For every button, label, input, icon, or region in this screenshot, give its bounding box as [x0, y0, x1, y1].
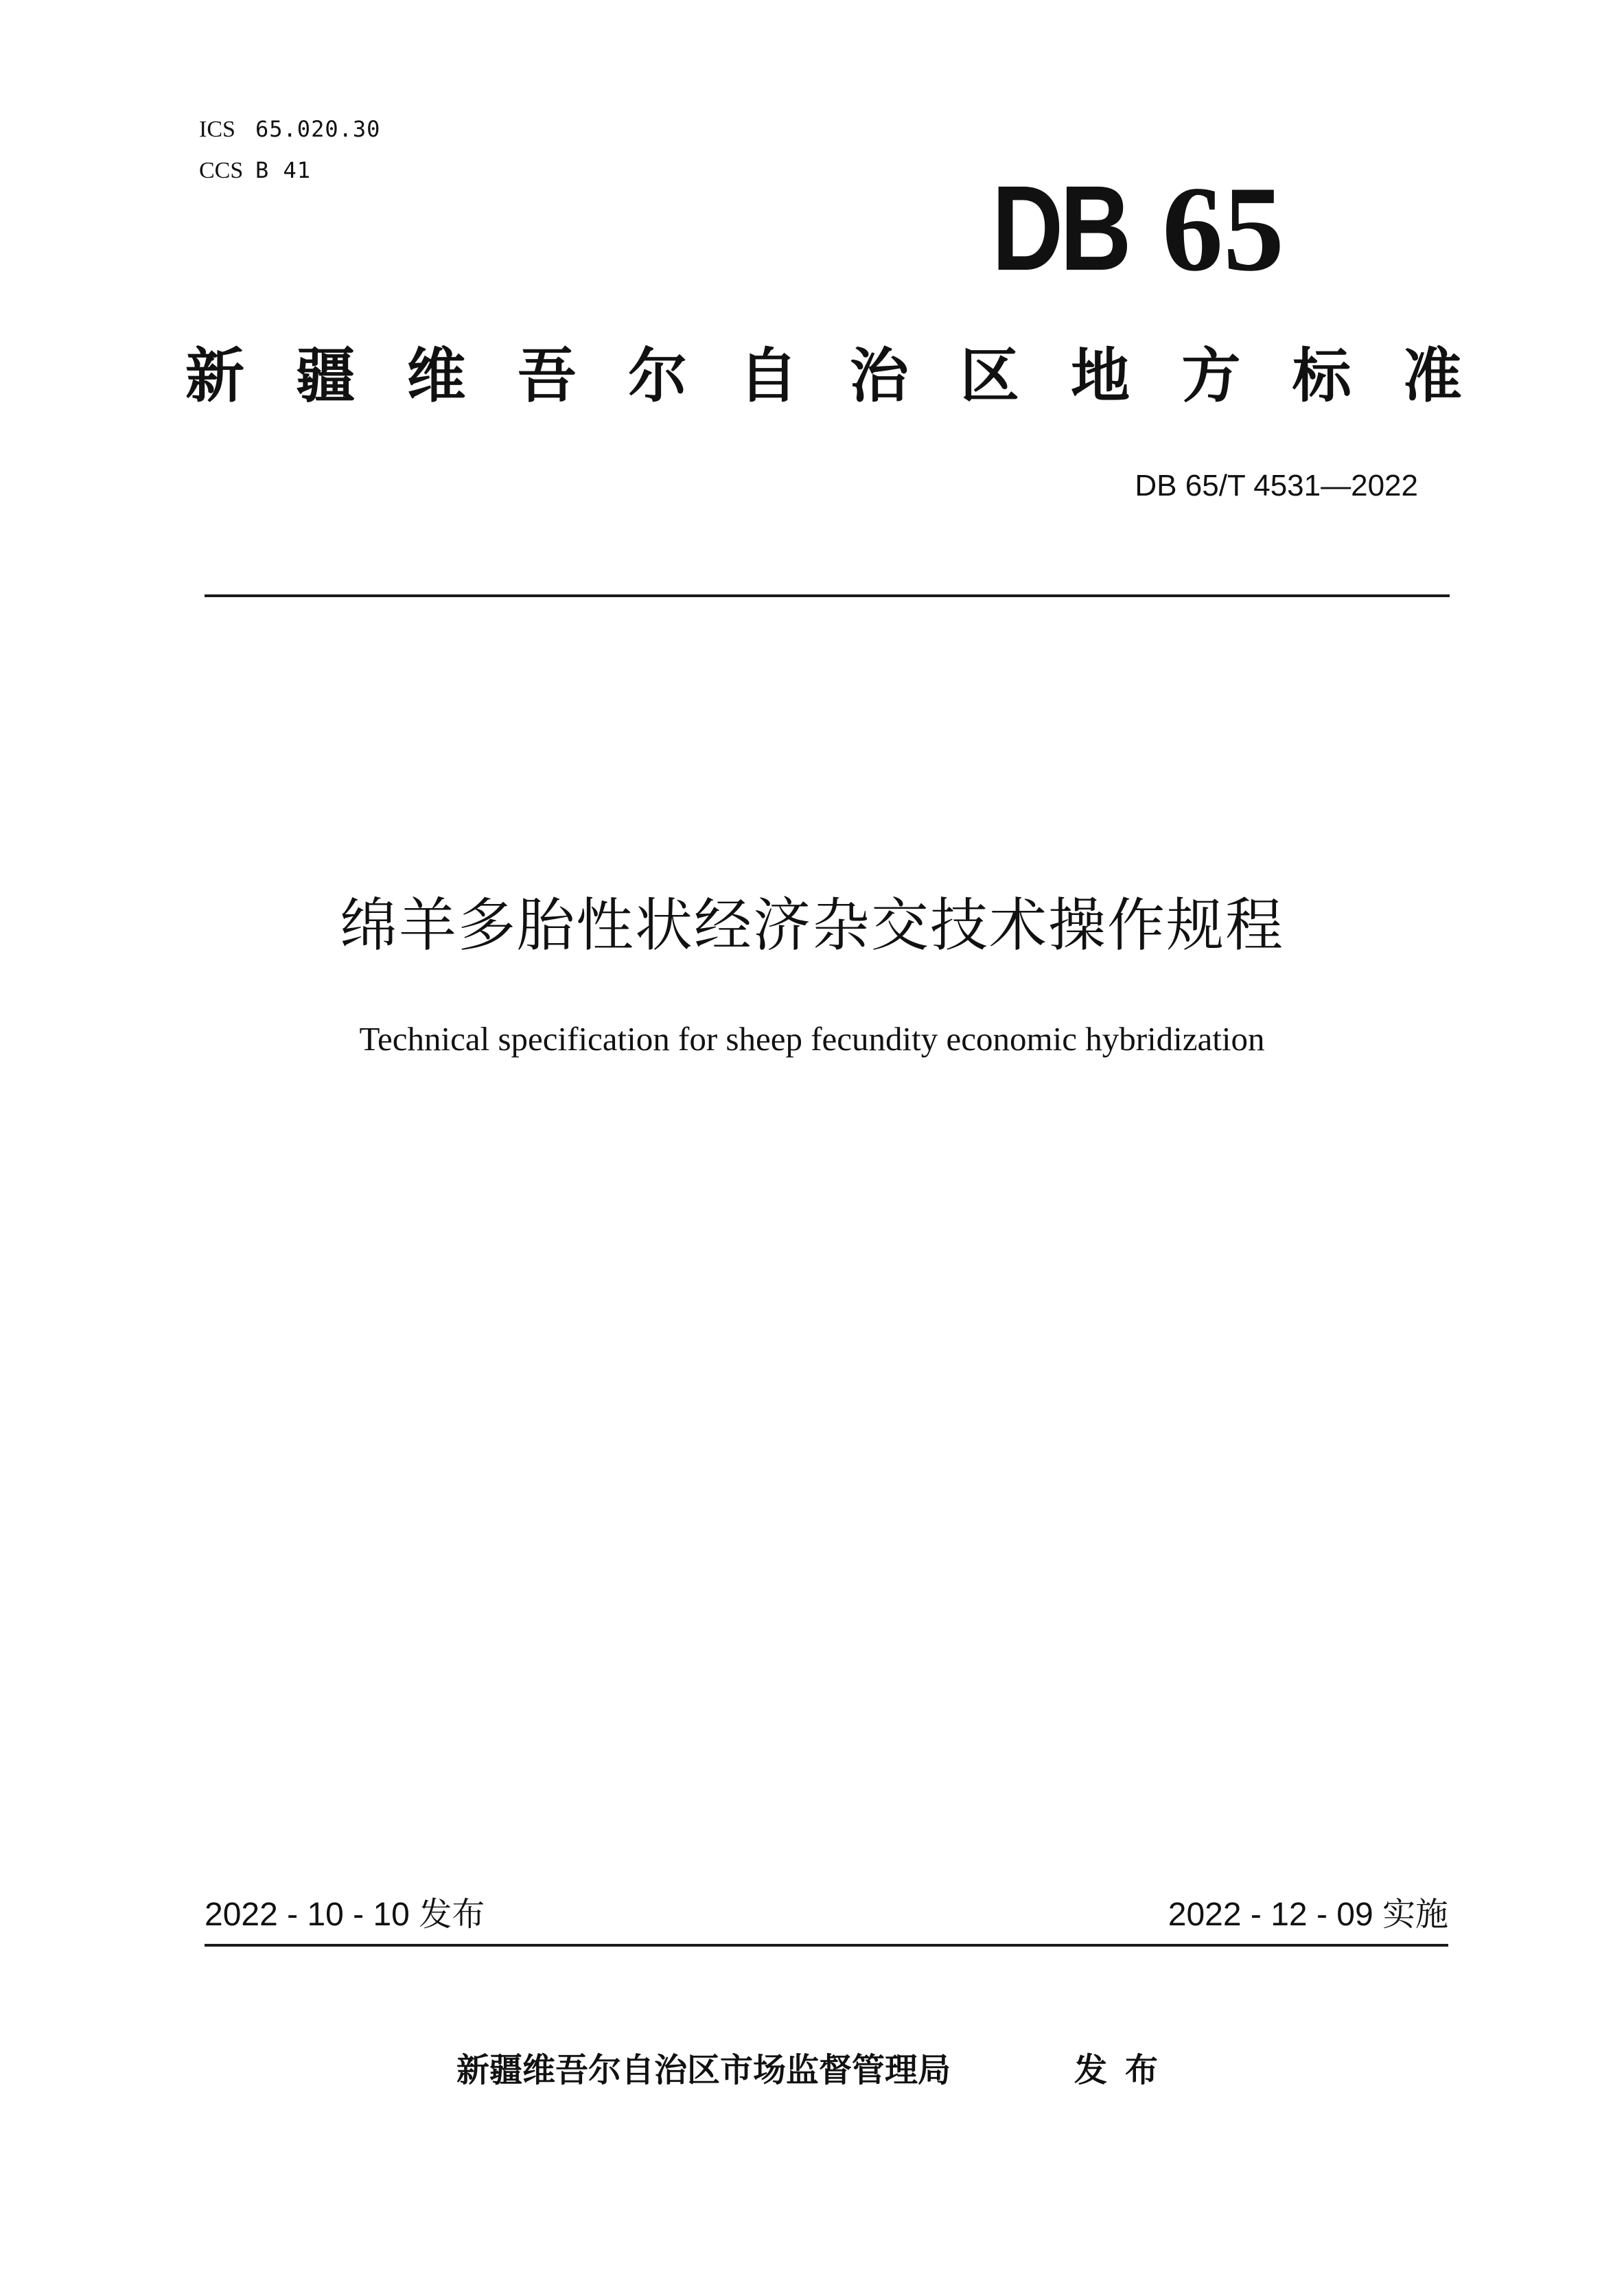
- document-title-cn: 绵羊多胎性状经济杂交技术操作规程: [339, 892, 1284, 959]
- document-title-en: Technical specification for sheep fecundity economic hybridization: [359, 1020, 1265, 1058]
- standard-type-char: 吾: [517, 342, 577, 410]
- standard-type-char: 标: [1292, 342, 1352, 410]
- ccs-label: CCS: [199, 158, 244, 183]
- issue-label: 发布: [1074, 2051, 1176, 2089]
- standard-type-char: 疆: [296, 342, 356, 410]
- standard-type-char: 方: [1181, 342, 1241, 410]
- standard-number: DB 65/T 4531—2022: [1135, 469, 1418, 502]
- ccs-code: B 41: [255, 157, 312, 183]
- standard-type-heading: [185, 342, 1462, 410]
- ics-classification: [199, 115, 380, 143]
- ics-label: ICS: [199, 117, 235, 142]
- standard-mark-letters: DB: [992, 161, 1128, 296]
- issuing-authority: 新疆维吾尔自治区市场监督管理局: [456, 2051, 951, 2089]
- ccs-classification: [199, 156, 311, 185]
- standard-type-char: 维: [406, 342, 466, 410]
- implement-date: 2022 - 12 - 09 实施: [1168, 1897, 1448, 1933]
- standard-type-char: 治: [849, 342, 909, 410]
- standard-type-char: 准: [1402, 342, 1462, 410]
- standard-mark-number: 65: [1162, 161, 1284, 297]
- bottom-divider: [205, 1944, 1448, 1947]
- ics-code: 65.020.30: [255, 116, 381, 142]
- standard-type-char: 区: [960, 342, 1019, 410]
- standard-type-char: 地: [1071, 342, 1130, 410]
- top-divider: [205, 594, 1450, 597]
- standard-type-char: 新: [185, 342, 244, 410]
- publish-date: 2022 - 10 - 10 发布: [205, 1897, 485, 1933]
- standard-type-char: 自: [739, 342, 798, 410]
- standard-mark: [992, 161, 1284, 297]
- standard-type-char: 尔: [628, 342, 688, 410]
